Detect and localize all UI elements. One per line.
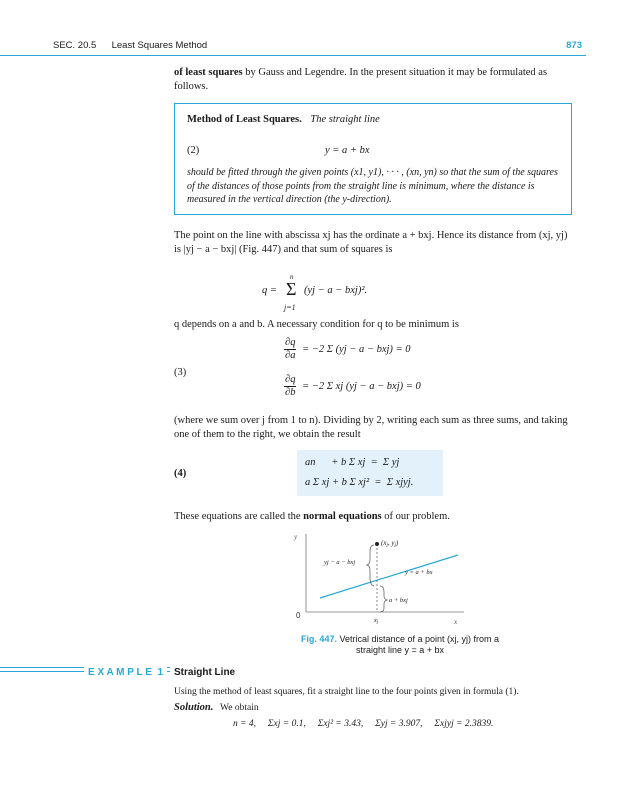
section-title: Least Squares Method xyxy=(111,40,208,51)
paragraph-condition: q depends on a and b. A necessary condition for q to be minimum is xyxy=(174,319,459,330)
running-header xyxy=(53,40,207,51)
fig-distance-label: yj − a − bxj xyxy=(324,559,356,566)
fig-point-label: (xj, yj) xyxy=(381,539,399,548)
method-subtitle: The straight line xyxy=(310,114,380,125)
method-box xyxy=(174,103,572,215)
fig-distance-brace xyxy=(367,545,374,586)
figure-caption xyxy=(290,634,510,656)
eq4-line1: an + b Σ xj = Σ yj xyxy=(305,457,400,468)
example-label: E X A M P L E 1 xyxy=(84,667,167,678)
eq4-number: (4) xyxy=(174,468,187,479)
fig-ordinate-brace xyxy=(380,586,387,612)
eq2-number: (2) xyxy=(187,145,200,156)
section-number: SEC. 20.5 xyxy=(53,40,97,51)
eq2: y = a + bx xyxy=(325,145,370,156)
equation-q xyxy=(262,273,412,312)
method-title: Method of Least Squares. xyxy=(187,114,302,125)
header-rule xyxy=(0,55,586,56)
intro-paragraph: of least squares by Gauss and Legendre. In the present situation it may be formulated as follows. xyxy=(174,67,548,92)
solution-values: n = 4, Σxj = 0.1, Σxj² = 3.43, Σyj = 3.907, Σxjyj = 2.3839. xyxy=(233,719,494,729)
figure-447 xyxy=(290,530,490,625)
fig-xj-label: xj xyxy=(374,617,379,625)
eq4-line2: a Σ xj + b Σ xj² = Σ xjyj. xyxy=(305,477,414,488)
method-text: should be fitted through the given points (x1, y1), · · · , (xn, yn) so that the sum of the squares of the distances of those points from the straight line is minimum, where the distance is measured in the vertical direction (the y-direction). xyxy=(187,167,558,205)
sum-upper: n xyxy=(290,273,294,281)
paragraph-normal-derivation: (where we sum over j from 1 to n). Dividing by 2, writing each sum as three sums, and taking one of them to the right, we obtain the result xyxy=(174,415,568,440)
paragraph-distance: The point on the line with abscissa xj has the ordinate a + bxj. Hence its distance from (xj, yj) is |yj − a − bxj| (Fig. 447) and that sum of squares is xyxy=(174,230,568,255)
caption-text: Vetrical distance of a point (xj, yj) from a straight line y = a + bx xyxy=(339,634,500,655)
solution-label: Solution. xyxy=(174,702,214,713)
fig-line-label: y = a + bx xyxy=(405,569,433,576)
paragraph-normal-equations: These equations are called the normal equations of our problem. xyxy=(174,511,450,522)
eq3-line2: $\frac{\partial q}{\partial b}$ = −2 Σ xj (yj − a − bxj) = 0 xyxy=(285,374,421,398)
sum-lower: j=1 xyxy=(284,303,296,312)
eq3-line1: $\frac{\partial q}{\partial a}$ = −2 Σ (yj − a − bxj) = 0 xyxy=(285,337,411,361)
fig-x-label: x xyxy=(454,618,458,626)
fig-origin-label: 0 xyxy=(296,611,301,620)
page-number: 873 xyxy=(566,40,582,51)
example-text: Using the method of least squares, fit a straight line to the four points given in formula (1). xyxy=(174,687,519,697)
eq-q-body: (yj − a − bxj)². xyxy=(304,285,368,296)
eq-q-lhs: q = xyxy=(262,285,277,296)
solution-line xyxy=(174,701,574,715)
fig-ordinate-label: a + bxj xyxy=(389,597,408,604)
solution-text: We obtain xyxy=(220,703,259,713)
fig-y-label: y xyxy=(294,533,298,541)
eq4-box xyxy=(297,450,443,496)
caption-fig-number: Fig. 447. xyxy=(300,634,337,644)
fig-data-point xyxy=(375,542,379,546)
example-title: Straight Line xyxy=(174,667,236,678)
sum-symbol: Σ xyxy=(286,279,297,299)
eq3-number: (3) xyxy=(174,367,187,378)
